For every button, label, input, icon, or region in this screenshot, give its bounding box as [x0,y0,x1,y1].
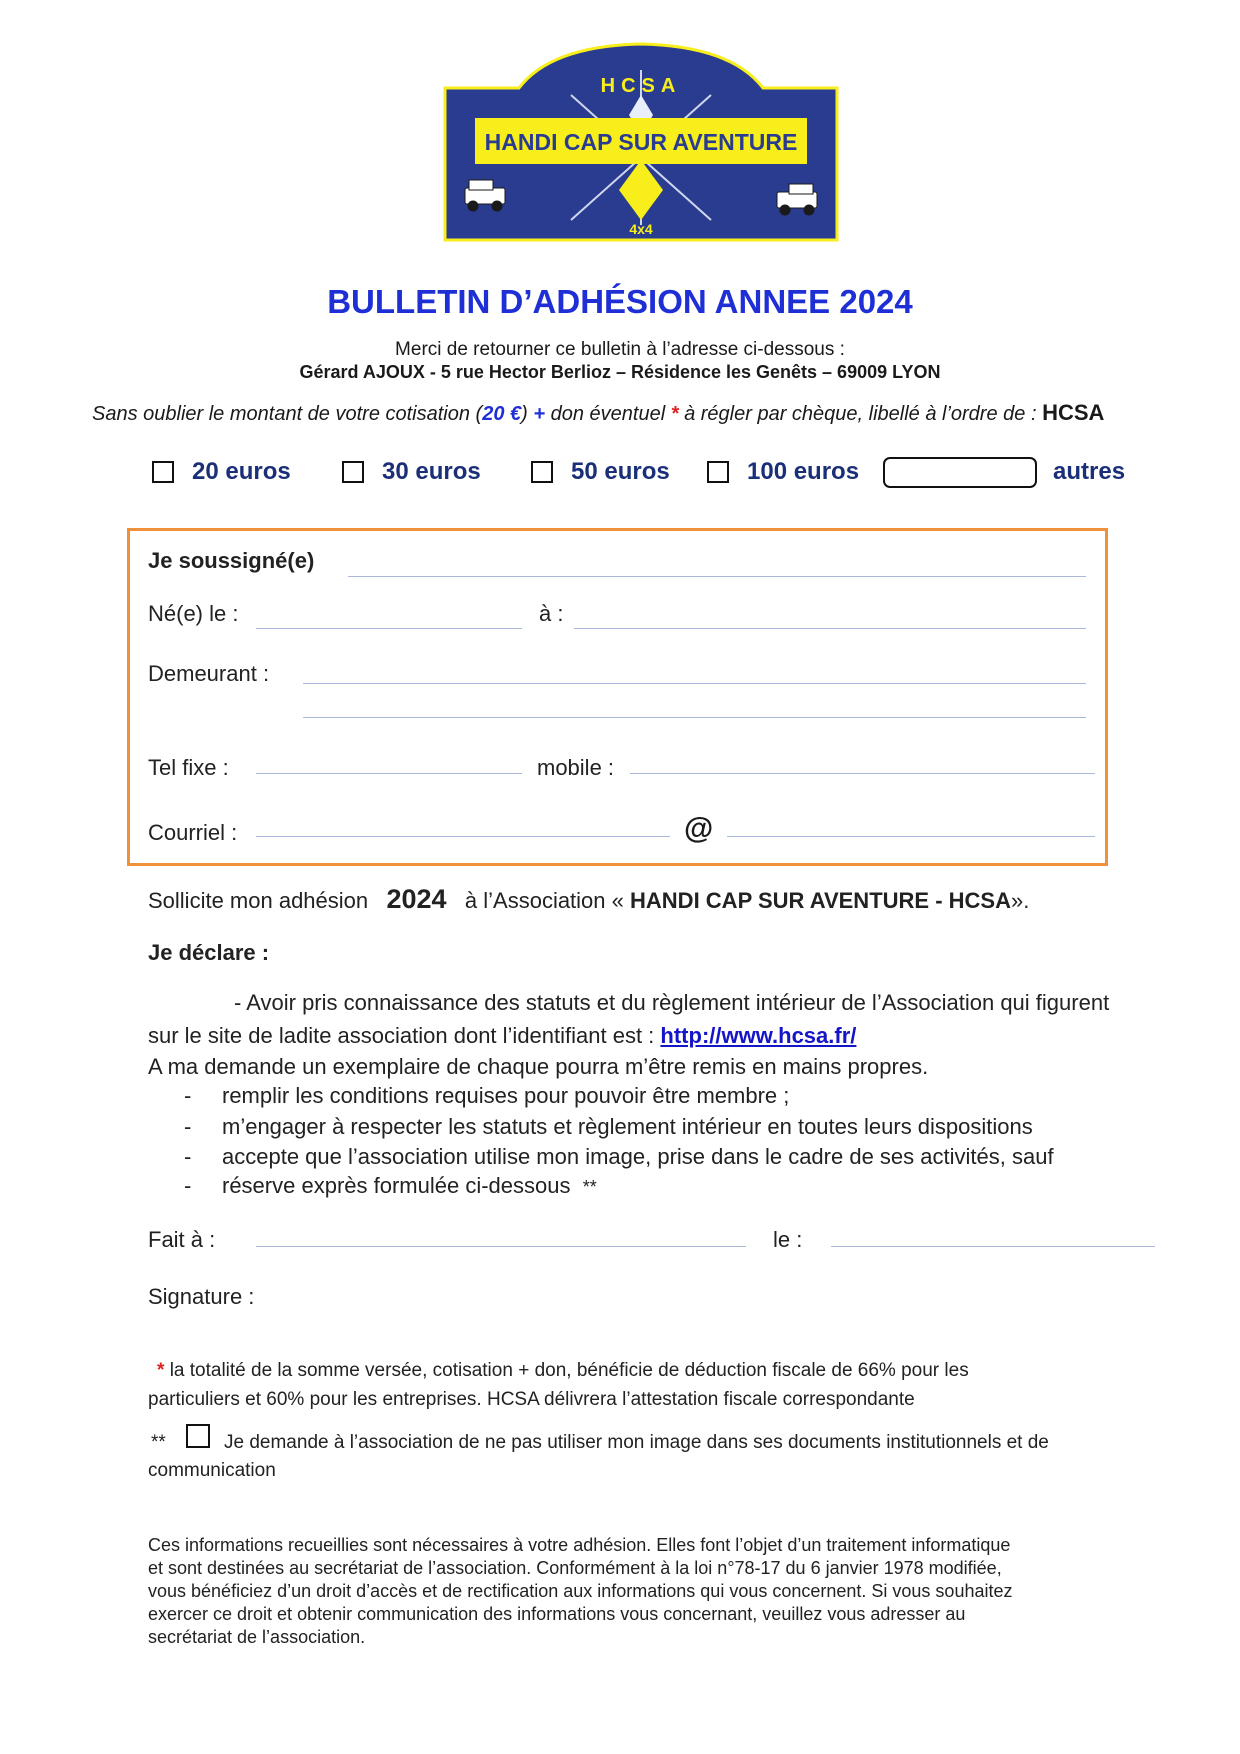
birthdate-field[interactable] [256,628,522,629]
at-sign: @ [684,812,714,845]
declaration-line-3: A ma demande un exemplaire de chaque pourra m’être remis en mains propres. [148,1054,929,1079]
address-field-2[interactable] [303,717,1086,718]
tel-fixe-field[interactable] [256,773,522,774]
bullet-item: m’engager à respecter les statuts et règlement intérieur en toutes leurs dispositions [222,1114,1033,1139]
declaration-line-2: sur le site de ladite association dont l’identifiant est : http://www.hcsa.fr/ [148,1023,857,1048]
date-field[interactable] [831,1246,1155,1247]
cotisation-line: Sans oublier le montant de votre cotisation (20 €) + don éventuel * à régler par chèque, libellé à l’ordre de : HCSA [92,400,1105,425]
website-link[interactable]: http://www.hcsa.fr/ [660,1023,857,1048]
email-label: Courriel : [148,820,238,845]
image-note-marker: ** [151,1432,166,1453]
other-amount-field[interactable] [883,457,1037,488]
return-address: Gérard AJOUX - 5 rue Hector Berlioz – Résidence les Genêts – 69009 LYON [299,362,941,382]
bullet-item: accepte que l’association utilise mon image, prise dans le cadre de ses activités, sauf [222,1144,1054,1169]
page-title: BULLETIN D’ADHÉSION ANNEE 2024 [327,283,913,320]
declaration-line-1: - Avoir pris connaissance des statuts et du règlement intérieur de l’Association qui figurent [234,990,1110,1015]
privacy-notice: Ces informations recueillies sont nécessaires à votre adhésion. Elles font l’objet d’un traitement informatique et sont destinées au secrétariat de l’association. Conformément à la loi n°78-17 du 6 janvier 1978 modifiée, vous bénéficiez d’un droit d’accès et de rectification aux informations qui vous concernent. Si vous souhaitez exercer ce droit et obtenir communication des informations vous concernant, veuillez vous adresser au secrétariat de l’association. [148,1535,1013,1647]
fiscal-note-line-1: * la totalité de la somme versée, cotisation + don, bénéficie de déduction fiscale de 66% pour les [157,1360,969,1381]
bullet-item: réserve exprès formulée ci-dessous ** [222,1173,597,1198]
amount-option-30[interactable]: 30 euros [342,458,481,486]
birthplace-field[interactable] [574,628,1086,629]
soussigne-label: Je soussigné(e) [148,548,315,573]
hcsa-logo [441,40,841,242]
mobile-field[interactable] [630,773,1095,774]
image-note-line-2: communication [148,1460,276,1481]
amount-option-100[interactable]: 100 euros [707,458,859,486]
other-amount-label: autres [1053,458,1126,485]
email-domain-field[interactable] [727,836,1095,837]
image-refusal-checkbox[interactable] [186,1424,210,1448]
membership-request: Sollicite mon adhésion 2024 à l’Association « HANDI CAP SUR AVENTURE - HCSA». [148,884,1030,914]
mobile-label: mobile : [537,755,615,780]
birthplace-label: à : [539,601,564,626]
payee: HCSA [1042,400,1105,425]
association-name: HANDI CAP SUR AVENTURE - HCSA [630,888,1011,913]
checkbox-100[interactable] [707,461,729,483]
logo-acronym: HCSA [600,75,682,97]
name-field[interactable] [348,576,1086,577]
fiscal-note-line-2: particuliers et 60% pour les entreprises. HCSA délivrera l’attestation fiscale correspondante [148,1389,915,1410]
logo-tagline: 4x4 [629,221,653,237]
place-label: Fait à : [148,1227,216,1252]
tel-fixe-label: Tel fixe : [148,755,229,780]
email-user-field[interactable] [256,836,670,837]
membership-year: 2024 [386,884,447,914]
return-instruction: Merci de retourner ce bulletin à l’adresse ci-dessous : [395,339,845,360]
address-label: Demeurant : [148,661,270,686]
place-field[interactable] [256,1246,746,1247]
address-field-1[interactable] [303,683,1086,684]
amount-option-20[interactable]: 20 euros [152,458,291,486]
birthdate-label: Né(e) le : [148,601,239,626]
identity-frame [127,528,1108,866]
checkbox-30[interactable] [342,461,364,483]
checkbox-20[interactable] [152,461,174,483]
cotisation-amount: 20 € [482,403,522,425]
declare-heading: Je déclare : [148,940,270,965]
signature-label: Signature : [148,1284,255,1309]
amount-option-50[interactable]: 50 euros [531,458,670,486]
image-note-line-1: Je demande à l’association de ne pas utiliser mon image dans ses documents institutionnels et de [224,1432,1049,1453]
bullet-item: remplir les conditions requises pour pouvoir être membre ; [222,1083,790,1108]
checkbox-50[interactable] [531,461,553,483]
logo-name: HANDI CAP SUR AVENTURE [484,129,798,155]
date-label: le : [773,1227,803,1252]
